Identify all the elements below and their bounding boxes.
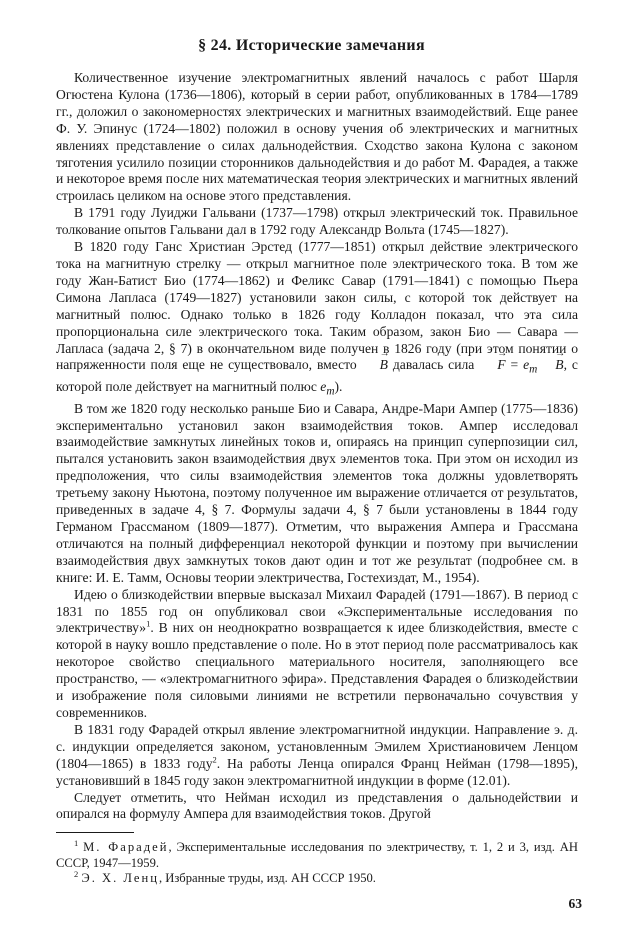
paragraph-5-text-b: . В них он неоднократно возвращается к идее близкодействия, вместе с которой в науку вошло представление о поле. Но в этот период поле рассматривалось как некоторое свойство специального материального носителя, заполняющего все пространство, — «электромагнитного эфира». Представления Фарадея о близкодействии и изображение поля силовыми линиями не встретили первоначально сочувствия у современников. xyxy=(56,620,578,720)
footnote-ref-1: 1 xyxy=(146,618,151,629)
paragraph-6-text-b: . На работы Ленца опирался Франц Нейман (1798—1895), установивший в 1845 году закон электромагнитной индукции в форме (12.01). xyxy=(56,755,578,788)
paragraph-7: Следует отметить, что Нейман исходил из представления о дальнодействии и опирался на формулу Ампера для взаимодействия токов. Другой xyxy=(56,789,578,822)
pole-subscript: m xyxy=(529,364,538,377)
paragraph-5 xyxy=(56,587,578,722)
footnote-1-author: М. Фарадей xyxy=(83,840,169,854)
footnote-2-mark: 2 xyxy=(74,869,79,879)
pole-strength-2: e xyxy=(320,379,327,395)
vector-b-2: → B xyxy=(537,357,563,374)
paragraph-3-text-a: В 1820 году Ганс Христиан Эрстед (1777—1851) открыл действие электрического тока на магнитную стрелку — открыл магнитное поле электрического тока. В том же году Жан-Батист Био (1774—1862) и Феликс Савар (1791—1841) с помощью Пьера Симона Лапласа (1749—1827) установили закон силы, с которой ток действует на магнитный полюс. Однако только в 1826 году Колладон показал, что эта сила пропорциональна силе электрического тока. Таким образом, закон Био — Савара — Лапласа (задача 2, § 7) в окончательном виде получен в 1826 году (при этом понятии о напряженности поля еще не существовало, вместо xyxy=(56,239,578,373)
vector-f: → F xyxy=(479,357,505,374)
page-number: 63 xyxy=(568,896,582,911)
paragraph-3 xyxy=(56,239,578,401)
pole-subscript-2: m xyxy=(326,385,335,398)
footnote-divider xyxy=(56,832,134,833)
vector-b: → B xyxy=(362,357,388,374)
footnotes xyxy=(56,837,578,887)
footnote-2-author: Э. Х. Ленц xyxy=(81,871,159,886)
footnote-ref-2: 2 xyxy=(212,754,217,765)
paragraph-1: Количественное изучение электромагнитных явлений началось с работ Шарля Огюстена Кулона (1736—1806), который в серии работ, опубликованных в 1784—1789 гг., доложил о закономерностях электрических и магнитных взаимодействий. Еще ранее Ф. У. Эпинус (1724—1802) положил в основу учения об электрических и магнитных явлениях представление о силах дальнодействия. Сходство закона Кулона с законом тяготения усилило позиции сторонников дальнодействия и до работ М. Фарадея, а также и некоторое время после них математическая теория электрических и магнитных явлений строилась целиком на основе этого представления. xyxy=(56,70,578,204)
footnote-1-mark: 1 xyxy=(74,837,79,848)
footnote-1-text: , Экспериментальные исследования по электричеству, т. 1, 2 и 3, изд. АН СССР, 1947—1959. xyxy=(56,840,578,870)
paragraph-6 xyxy=(56,722,578,790)
footnote-2 xyxy=(56,871,578,887)
equals-sign: = xyxy=(510,357,519,373)
paragraph-3-text-c: , с которой поле действует на магнитный полюс xyxy=(56,357,578,395)
footnote-2-text: , Избранные труды, изд. АН СССР 1950. xyxy=(158,871,376,886)
section-heading: § 24. Исторические замечания xyxy=(198,37,425,54)
paragraph-3-end: ). xyxy=(334,379,343,395)
pole-strength: e xyxy=(523,357,530,373)
paragraph-4: В том же 1820 году несколько раньше Био и Савара, Андре-Мари Ампер (1775—1836) экспериментально установил закон взаимодействия токов. Ампер исследовал взаимодействие замкнутых линейных токов и, опираясь на принцип суперпозиции сил, пытался установить закон взаимодействия двух элементов тока. При этом он исходил из предположения, что силы взаимодействия элементов тока должны удовлетворять третьему закону Ньютона, поэтому полученное им выражение отличается от результатов, приведенных в задаче 4, § 7. Формулы задачи 4, § 7 были установлены в 1844 году Германом Грассманом (1809—1877). Отметим, что выражения Ампера и Грассмана отличаются на полный дифференциал некоторой функции и поэтому при вычислении взаимодействия двух замкнутых токов дают один и тот же результат (подробнее см. в книге: И. Е. Тамм, Основы теории электричества, Гостехиздат, М., 1954). xyxy=(56,400,578,585)
paragraph-3-text-b: давалась сила xyxy=(392,357,475,373)
footnote-1 xyxy=(56,837,578,871)
paragraph-6-text-a: В 1831 году Фарадей открыл явление электромагнитной индукции. Направление э. д. с. индукции определяется законом, установленным Эмилем Христиановичем Ленцом (1804—1865) в 1833 году xyxy=(56,721,578,771)
paragraph-2: В 1791 году Луиджи Гальвани (1737—1798) открыл электрический ток. Правильное толкование опытов Гальвани дал в 1792 году Александр Вольта (1745—1827). xyxy=(56,205,578,238)
main-text xyxy=(56,70,578,823)
paragraph-5-text-a: Идею о близкодействии впервые высказал Михаил Фарадей (1791—1867). В период с 1831 по 1855 год он опубликовал свои «Экспериментальные исследования по электричеству» xyxy=(56,586,578,636)
